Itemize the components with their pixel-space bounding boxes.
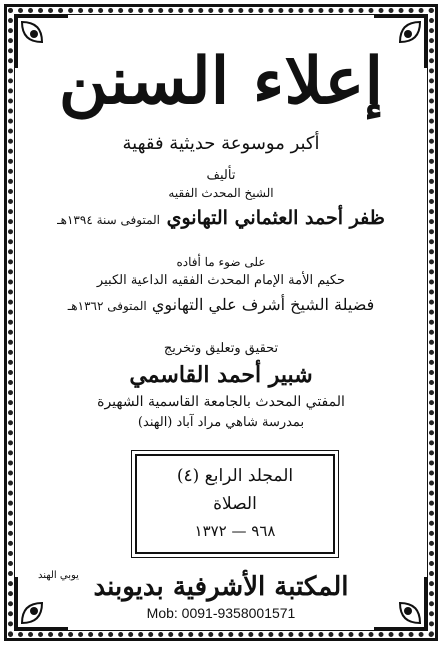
fadila-dates: المتوفى ١٣٦٢هـ: [67, 299, 147, 313]
ala-daw-label: على ضوء ما أفاده: [176, 255, 266, 269]
publisher-mobile: Mob: 0091-9358001571: [146, 605, 296, 621]
taalif-label: تأليف: [206, 168, 236, 183]
title-content: [22, 22, 420, 622]
publisher-place: يوبي الهند: [38, 570, 79, 581]
volume-range: ٩٦٨ — ١٣٧٢: [194, 522, 276, 540]
fadila-name: فضيلة الشيخ أشرف علي التهانوي: [151, 295, 375, 314]
fadila-line: [22, 294, 420, 317]
mufti-line: المفتي المحدث بالجامعة القاسمية الشهيرة: [97, 394, 345, 410]
author-line: [22, 205, 420, 233]
tahqiq-label: تحقيق وتعليق وتخريج: [163, 341, 279, 356]
author-name: ظفر أحمد العثماني التهانوي: [166, 207, 385, 229]
author-dates: المتوفى سنة ١٣٩٤هـ: [57, 213, 160, 227]
hakim-line: حكيم الأمة الإمام المحدث الفقيه الداعية الكبير: [96, 273, 346, 288]
author-title: الشيخ المحدث الفقيه: [168, 186, 274, 200]
madrasa-line: بمدرسة شاهي مراد آباد (الهند): [137, 415, 305, 430]
volume-box: [135, 454, 335, 554]
book-title: إعلاء السنن: [58, 44, 384, 119]
book-subtitle: أكبر موسوعة حديثية فقهية: [122, 133, 320, 154]
volume-title: المجلد الرابع (٤): [176, 466, 294, 486]
volume-subject: الصلاة: [213, 494, 257, 514]
publisher-name: المكتبة الأشرفية بديوبند: [93, 572, 349, 602]
editor-name: شبير أحمد القاسمي: [129, 362, 313, 388]
